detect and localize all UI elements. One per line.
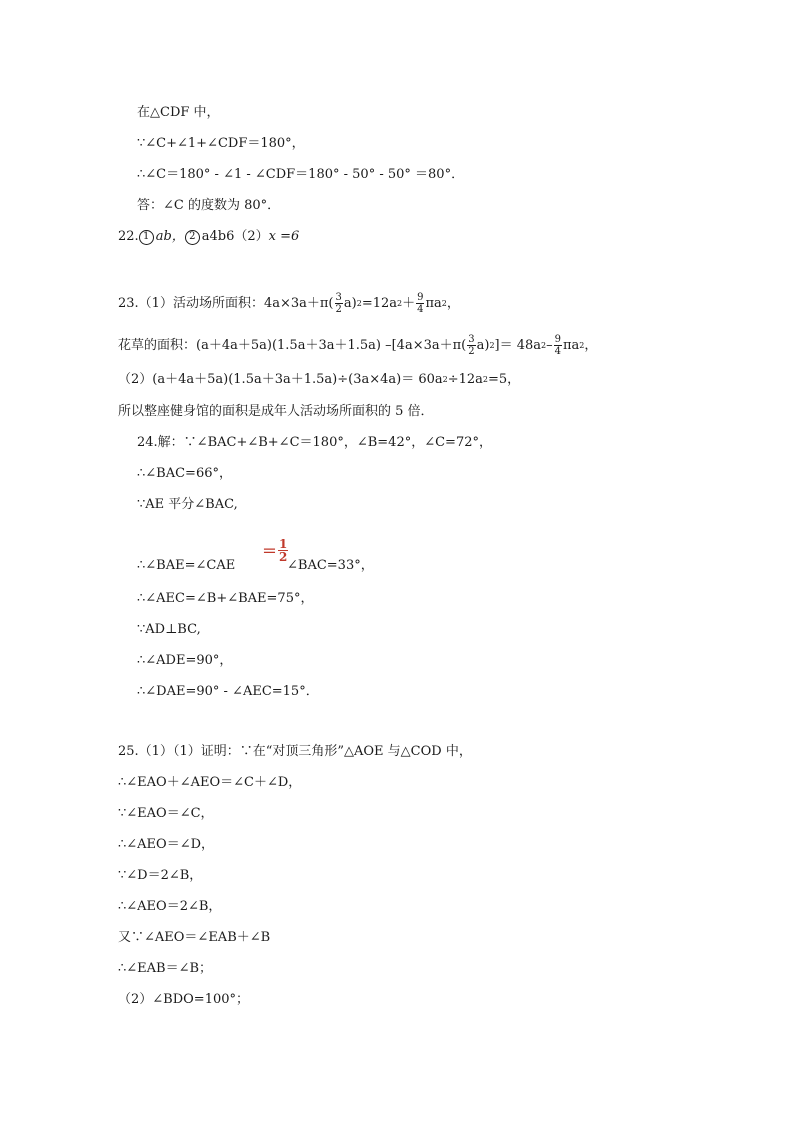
math-term: πa	[563, 337, 580, 353]
q25-line-1: 25.（1）（1）证明：∵在“对顶三角形”△AOE 与△COD 中，	[118, 744, 472, 759]
q24-line-7: ∴∠ADE=90°，	[137, 653, 233, 668]
red-equals: ＝	[262, 542, 278, 560]
q25-line-8: ∴∠EAB＝∠B；	[118, 961, 213, 976]
q23-line-2: 花草的面积： (a＋4a＋5a)(1.5a＋3a＋1.5a) –[4a×3a＋π( $\frac{3}{2}$ a) 2 ]＝ 48a 2 – $\frac{9}{4}$ πa 2 ，	[118, 334, 598, 357]
q25-line-9: （2）∠BDO=100°；	[118, 992, 250, 1007]
frac-den: 4	[554, 346, 561, 357]
math-term: ]＝ 48a	[494, 337, 542, 353]
frac-num: 9	[417, 292, 424, 303]
frac-num: 3	[468, 334, 475, 345]
frac-den: 2	[468, 346, 475, 357]
q23-line-4: 所以整座健身馆的面积是成年人活动场所面积的 5 倍．	[118, 404, 434, 419]
q23-label: 23.（1）活动场所面积：	[118, 295, 264, 311]
frac-den: 2	[335, 304, 342, 315]
math-term: ÷12a	[447, 372, 483, 387]
q24-line-4b: ∠BAC=33°，	[287, 558, 374, 573]
frac-num: 1	[279, 537, 288, 551]
math-term: =5，	[488, 372, 521, 387]
q21-line-2: ∵∠C+∠1+∠CDF＝180°，	[137, 136, 305, 151]
q24-line-3: ∵AE 平分∠BAC,	[137, 497, 238, 512]
q25-line-5: ∵∠D＝2∠B，	[118, 868, 203, 883]
math-term: a)	[476, 337, 490, 353]
math-term: (a＋4a＋5a)(1.5a＋3a＋1.5a) –[4a×3a＋π(	[196, 337, 467, 353]
math-term: a)	[343, 295, 357, 311]
q21-line-4: 答：∠C 的度数为 80°．	[137, 198, 281, 213]
q23-line-1: 23.（1）活动场所面积： 4a×3a＋π( $\frac{3}{2}$ a) 2 =12a 2 ＋ $\frac{9}{4}$ πa 2 ，	[118, 292, 460, 315]
red-half-annotation	[262, 538, 289, 563]
fraction	[416, 292, 424, 315]
q22-part2: a4b6（2）	[201, 229, 269, 244]
q22-number: 22.	[118, 229, 139, 244]
q24-line-6: ∵AD⊥BC,	[137, 622, 201, 637]
punctuation: ，	[584, 337, 598, 353]
math-term: 4a×3a＋π(	[263, 295, 334, 311]
q24-line-1: 24.解：∵∠BAC+∠B+∠C＝180°，∠B=42°，∠C=72°，	[137, 435, 492, 450]
fraction	[335, 292, 343, 315]
math-term: πa	[425, 295, 442, 311]
q21-line-1: 在△CDF 中，	[137, 105, 220, 120]
q22-part3: x =6	[268, 229, 300, 244]
math-term: =12a	[361, 295, 397, 311]
math-term: –	[546, 337, 553, 353]
fraction	[554, 334, 562, 357]
q21-line-3: ∴∠C＝180° - ∠1 - ∠CDF＝180° - 50° - 50° ＝80°．	[137, 167, 465, 182]
frac-den: 4	[417, 304, 424, 315]
q25-line-7: 又∵∠AEO＝∠EAB＋∠B	[118, 930, 271, 945]
q24-line-2: ∴∠BAC=66°，	[137, 466, 232, 481]
frac-num: 9	[554, 334, 561, 345]
q25-line-3: ∵∠EAO＝∠C，	[118, 806, 214, 821]
math-term: ＋	[402, 295, 416, 311]
frac-den: 2	[279, 550, 288, 564]
q25-line-2: ∴∠EAO＋∠AEO＝∠C＋∠D，	[118, 775, 302, 790]
q23-label: （2）	[118, 372, 153, 387]
q24-line-5: ∴∠AEC=∠B+∠BAE=75°，	[137, 591, 314, 606]
circled-one-icon: 1	[139, 230, 154, 245]
circled-two-icon: 2	[185, 230, 200, 245]
frac-num: 3	[335, 292, 342, 303]
punctuation: ，	[446, 295, 460, 311]
q23-line-3: （2） (a＋4a＋5a)(1.5a＋3a＋1.5a)÷(3a×4a)＝ 60a 2 ÷12a 2 =5，	[118, 372, 521, 387]
q23-label: 花草的面积：	[118, 337, 197, 353]
q24-line-8: ∴∠DAE=90° - ∠AEC=15°．	[137, 684, 319, 699]
fraction	[467, 334, 475, 357]
q22-answer	[118, 228, 299, 246]
q25-line-4: ∴∠AEO＝∠D，	[118, 837, 215, 852]
q25-line-6: ∴∠AEO＝2∠B，	[118, 899, 222, 914]
q22-part1: ab，	[155, 229, 185, 244]
q24-line-4a: ∴∠BAE=∠CAE	[137, 558, 236, 573]
math-term: (a＋4a＋5a)(1.5a＋3a＋1.5a)÷(3a×4a)＝ 60a	[152, 372, 443, 387]
